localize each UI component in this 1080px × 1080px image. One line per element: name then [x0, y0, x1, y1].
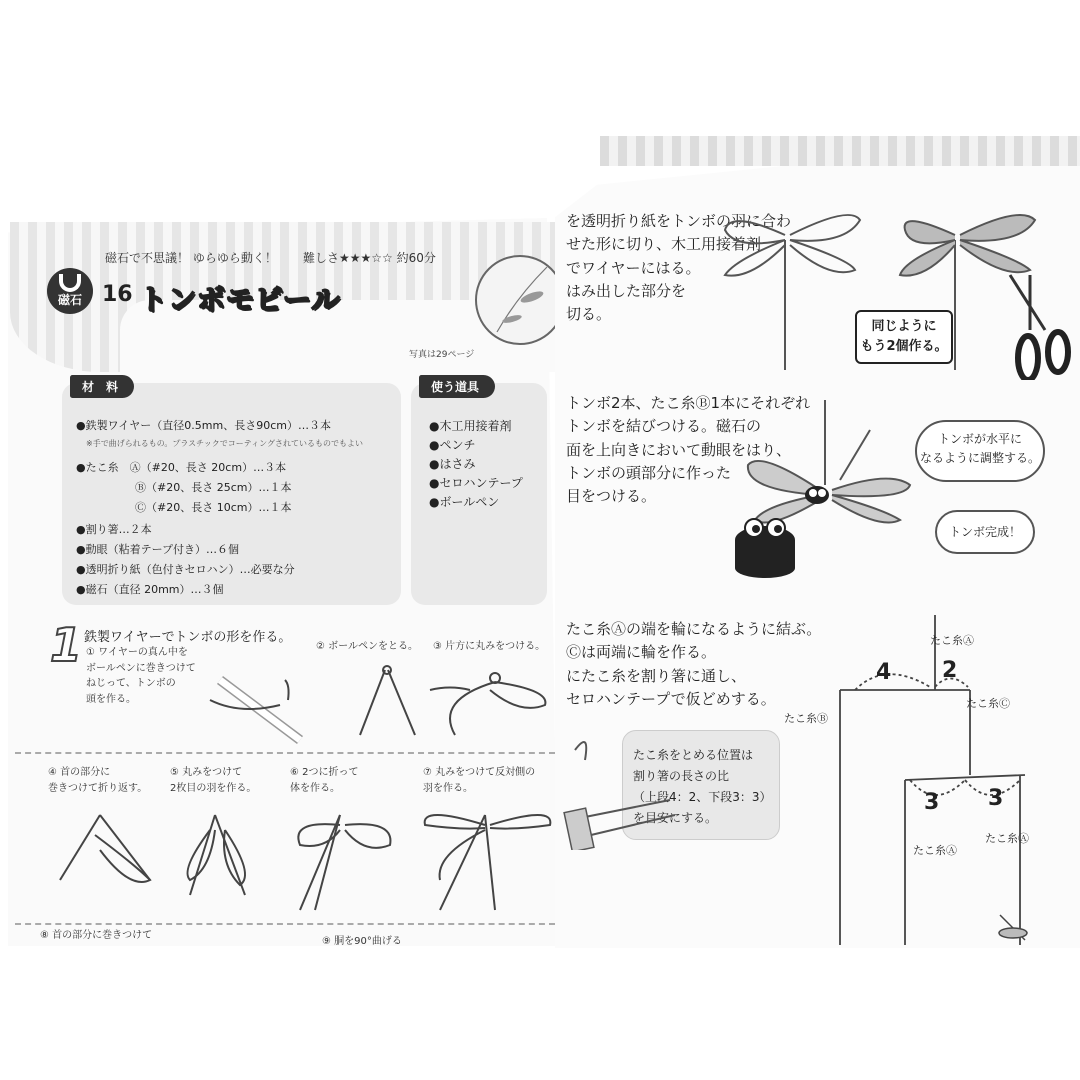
substep-1-line: ボールペンに巻きつけて [86, 662, 196, 674]
substep-6-line: ⑥ 2つに折って [290, 767, 359, 778]
substep-7-line: 羽を作る。 [423, 782, 473, 794]
badge-label: 磁石 [57, 293, 82, 307]
speech-bubble-level [915, 420, 1045, 482]
ratio-lower-right: 3 [988, 786, 1004, 811]
step4-line: Ⓒは両端に輪を作る。 [566, 643, 717, 662]
step3-line: トンボの頭部分に作った [566, 463, 732, 482]
chopstick-tape-illustration [560, 720, 680, 850]
materials-tag: 材 料 [70, 375, 134, 398]
substep-4 [48, 765, 147, 796]
bubble-line: トンボが水平に [937, 432, 1022, 446]
dragonfly-photo-icon [477, 257, 563, 343]
magnet-badge [47, 268, 93, 314]
divider [15, 923, 555, 925]
tool-item: ●ボールペン [429, 495, 500, 509]
repeat-note-box [855, 310, 953, 364]
tools-tag: 使う道具 [419, 375, 495, 398]
step2-line: 切る。 [566, 305, 612, 323]
material-item: ●たこ糸 Ⓐ（#20、長さ 20cm）…３本 [76, 461, 287, 474]
substep-1-line: ① ワイヤーの真ん中を [86, 647, 188, 658]
lesson-number: 16 [102, 282, 133, 307]
substep-6 [290, 765, 359, 796]
speech-bubble-done: トンボ完成！ [935, 510, 1035, 554]
substep-4-line: ④ 首の部分に [48, 767, 111, 778]
ratio-note-line: たこ糸をとめる位置は [633, 748, 754, 762]
substep-9: ⑨ 胴を90°曲げる [322, 936, 402, 947]
substep-1 [86, 645, 196, 707]
substep-8: ⑧ 首の部分に巻きつけて [40, 930, 153, 941]
divider [15, 752, 555, 754]
substep-1-line: 頭を作る。 [86, 693, 136, 705]
material-item: ●透明折り紙（色付きセロハン）…必要な分 [76, 563, 295, 576]
step3-line: 目をつける。 [566, 487, 657, 505]
material-item: ●鉄製ワイヤー（直径0.5mm、長さ90cm）…３本 [76, 419, 331, 432]
tool-item: ●はさみ [429, 457, 476, 471]
step2-line: を透明折り紙をトンボの羽に合わ [566, 212, 792, 230]
substep-1-line: ねじって、トンボの [86, 678, 176, 689]
tools-box [411, 380, 547, 605]
tool-item: ●木工用接着剤 [429, 419, 512, 433]
tool-item: ●ペンチ [429, 438, 476, 452]
material-note: ※手で曲げられるもの。プラスチックでコーティングされているものでもよい [86, 439, 363, 448]
ratio-note-line: 割り箸の長さの比 [633, 769, 730, 783]
scissors-icon [1010, 275, 1068, 380]
magnet-eye-icon [735, 519, 795, 578]
step4-line: たこ糸Ⓐの端を輪になるように結ぶ。 [566, 620, 822, 638]
substep-2: ② ボールペンをとる。 [316, 641, 418, 652]
step4-text [566, 618, 821, 711]
material-item: Ⓑ（#20、長さ 25cm）…１本 [135, 481, 292, 494]
wire-steps-123-illustration [190, 660, 560, 755]
magnet-icon [59, 274, 81, 292]
substep-5-line: 2枚目の羽を作る。 [170, 782, 257, 794]
step4-line: セロハンテープで仮どめする。 [566, 689, 776, 708]
wire-steps-4567-illustration [40, 800, 560, 920]
material-item: ●磁石（直径 20mm）…３個 [76, 583, 224, 596]
material-item: ●割り箸…２本 [76, 523, 152, 536]
lesson-title: トンボモビール [139, 283, 341, 316]
material-item: ●動眼（粘着テープ付き）…６個 [76, 543, 240, 556]
eye-icon [805, 486, 829, 504]
step3-line: 面を上向きにおいて動眼をはり、 [566, 440, 792, 459]
material-item: Ⓒ（#20、長さ 10cm）…１本 [135, 501, 292, 514]
repeat-note-line: 同じように [871, 319, 937, 334]
step1-title: 鉄製ワイヤーでトンボの形を作る。 [84, 630, 292, 645]
step4-line: にたこ糸を割り箸に通し、 [566, 666, 747, 685]
ratio-lower-left: 3 [924, 790, 940, 815]
substep-5 [170, 765, 256, 796]
label-string-a-left: たこ糸Ⓐ [913, 844, 957, 857]
step-number-1: 1 [50, 618, 83, 672]
label-string-a-top: たこ糸Ⓐ [930, 634, 974, 647]
dragonfly-with-eyes-illustration [720, 400, 930, 580]
background-bottom [0, 946, 1080, 1080]
difficulty-rating: 難しさ★★★☆☆ 約60分 [303, 251, 436, 265]
ratio-upper-left: 4 [876, 660, 892, 685]
repeat-note-line: もう2個作る。 [860, 338, 948, 354]
dragonfly-photo [475, 255, 565, 345]
label-string-b: たこ糸Ⓑ [784, 712, 828, 725]
photo-reference: 写真は29ページ [409, 350, 475, 360]
label-string-a-right: たこ糸Ⓐ [985, 832, 1029, 845]
label-string-c: たこ糸Ⓒ [966, 697, 1010, 710]
right-header-stripes [600, 136, 1080, 166]
substep-3: ③ 片方に丸みをつける。 [433, 641, 546, 652]
bubble-line: なるように調整する。 [919, 451, 1040, 466]
substep-4-line: 巻きつけて折り返す。 [48, 782, 148, 794]
background-top [0, 0, 1080, 136]
lesson-subtitle: 磁石で不思議！ ゆらゆら動く！ [105, 251, 277, 265]
substep-6-line: 体を作る。 [290, 782, 340, 794]
ratio-note-line: （上段4：2、下段3：3） [633, 790, 772, 804]
ratio-note-line: を目安にする。 [633, 811, 718, 825]
tool-item: ●セロハンテープ [429, 476, 523, 490]
step3-line: トンボを結びつける。磁石の [566, 417, 762, 436]
materials-box [62, 380, 401, 605]
substep-7 [423, 765, 535, 796]
substep-5-line: ⑤ 丸みをつけて [170, 767, 243, 778]
step2-line: はみ出した部分を [566, 281, 687, 300]
step2-line: でワイヤーにはる。 [566, 258, 701, 277]
ratio-upper-right: 2 [942, 658, 958, 683]
step3-line: トンボ2本、たこ糸Ⓑ1本にそれぞれ [566, 394, 811, 412]
substep-7-line: ⑦ 丸みをつけて反対側の [423, 767, 536, 778]
step2-line: せた形に切り、木工用接着剤 [566, 235, 762, 254]
